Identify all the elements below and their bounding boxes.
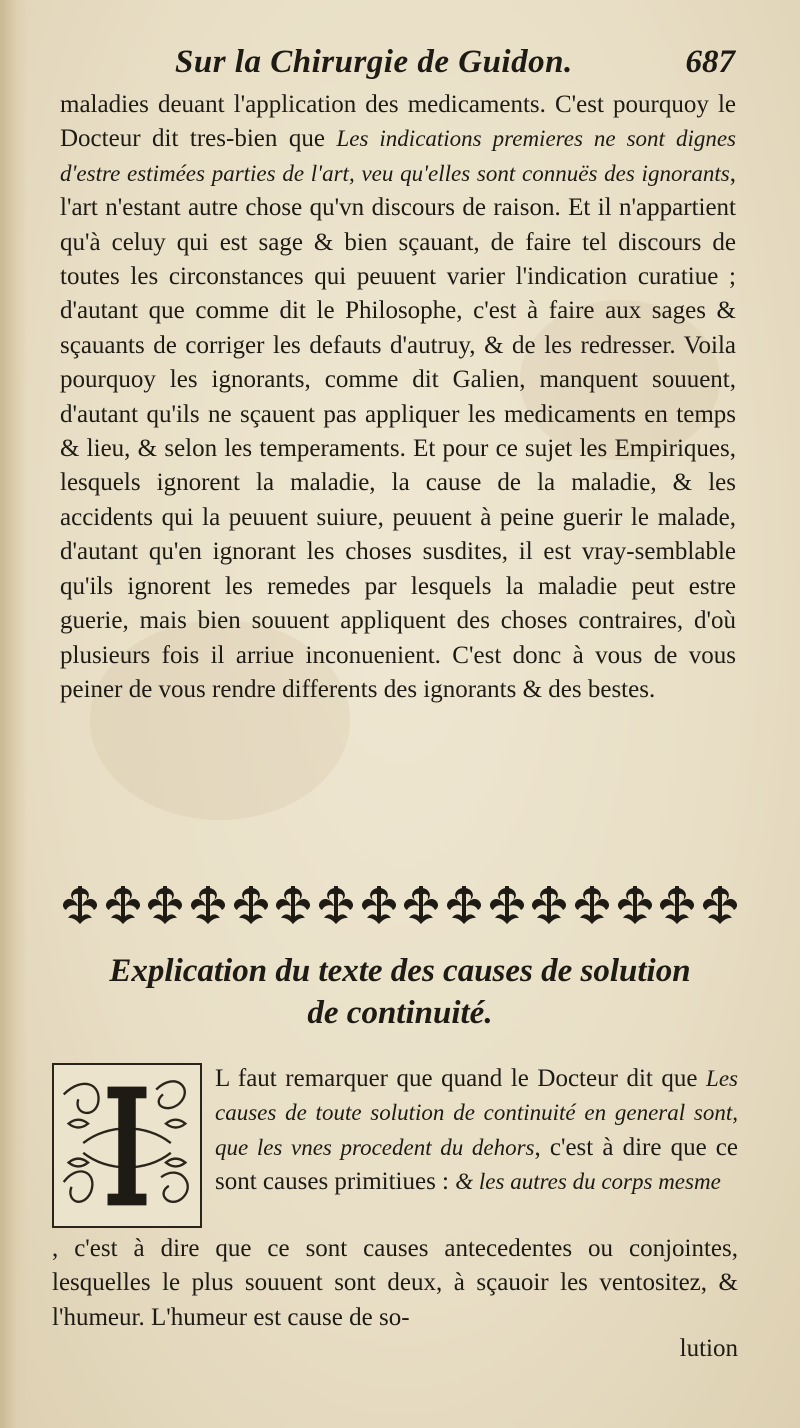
paragraph-2-quote-2: & les autres du corps mesme bbox=[455, 1169, 721, 1195]
section-heading bbox=[60, 950, 740, 1034]
running-head bbox=[175, 44, 735, 94]
paragraph-1 bbox=[60, 88, 736, 707]
fleuron-icon bbox=[444, 884, 484, 926]
fleuron-icon bbox=[529, 884, 569, 926]
section-heading-line-1: Explication du texte des causes de solution bbox=[109, 953, 691, 989]
fleuron-icon bbox=[188, 884, 228, 926]
paragraph-2-mid-2: , c'est à dire que ce sont causes antecedentes ou conjointes, lesquelles le plus souuent sont deux, à sçauoir les ventositez, & l'humeur. L'humeur est cause de so- bbox=[52, 1235, 738, 1331]
fleuron-icon bbox=[316, 884, 356, 926]
decorated-initial bbox=[52, 1063, 202, 1228]
fleuron-icon bbox=[572, 884, 612, 926]
fleuron-icon bbox=[60, 884, 100, 926]
paragraph-2-lead: L faut remarquer que quand le Docteur dit que bbox=[215, 1065, 707, 1092]
paragraph-1-lead: maladies deuant l'application des medicaments. C'est pourquoy le Docteur dit tres-bien que bbox=[60, 91, 736, 153]
fleuron-icon bbox=[615, 884, 655, 926]
fleuron-icon bbox=[145, 884, 185, 926]
initial-letter: I bbox=[126, 1161, 128, 1164]
foliage-initial-icon bbox=[54, 1065, 200, 1226]
page-number: 687 bbox=[685, 44, 735, 80]
fleuron-icon bbox=[401, 884, 441, 926]
paragraph-1-quote: Les indications premieres ne sont dignes d'estre estimées parties de l'art, veu qu'elles sont connuës des ignorants bbox=[60, 126, 736, 186]
catchword: lution bbox=[679, 1335, 738, 1362]
fleuron-icon bbox=[359, 884, 399, 926]
section-heading-line-2: de continuité. bbox=[307, 995, 493, 1031]
paragraph-2-continuation bbox=[52, 1232, 738, 1335]
paragraph-2-quote-1: Les causes de toute solution de continuité en general sont, que les vnes procedent du dehors bbox=[215, 1066, 738, 1160]
fleuron-icon bbox=[231, 884, 271, 926]
fleuron-icon bbox=[273, 884, 313, 926]
running-title: Sur la Chirurgie de Guidon. bbox=[175, 44, 573, 80]
fleuron-icon bbox=[487, 884, 527, 926]
fleuron-icon bbox=[103, 884, 143, 926]
paragraph-2-mid-1: , c'est à dire que ce sont causes primitiues : bbox=[215, 1133, 738, 1196]
paragraph-2-first-lines bbox=[215, 1062, 738, 1200]
paragraph-1-body: , l'art n'estant autre chose qu'vn discours de raison. Et il n'appartient qu'à celuy qui est sage & bien sçauant, de faire tel discours de toutes les circonstances qui peuuent varier l'indication curatiue ; d'autant que comme dit le Philosophe, c'est à faire aux sages & sçauants de corriger les defauts d'autruy, & de les redresser. Voila pourquoy les ignorants, comme dit Galien, manquent souuent, d'autant qu'ils ne sçauent pas appliquer les medicaments en temps & lieu, & selon les temperaments. Et pour ce sujet les Empiriques, lesquels ignorent la maladie, la cause de la maladie, & les accidents qui la peuuent suiure, peuuent à peine guerir le malade, d'autant qu'en ignorant les choses susdites, il est vray-semblable qu'ils ignorent les remedes par lesquels la maladie peut estre guerie, mais bien souuent appliquent des choses contraires, d'où plusieurs fois il arriue inconuenient. C'est donc à vous de vous peiner de vous rendre differents des ignorants & des bestes. bbox=[60, 159, 736, 703]
binding-gutter bbox=[0, 0, 28, 1428]
fleuron-icon bbox=[700, 884, 740, 926]
fleuron-band bbox=[60, 882, 740, 928]
fleuron-icon bbox=[657, 884, 697, 926]
